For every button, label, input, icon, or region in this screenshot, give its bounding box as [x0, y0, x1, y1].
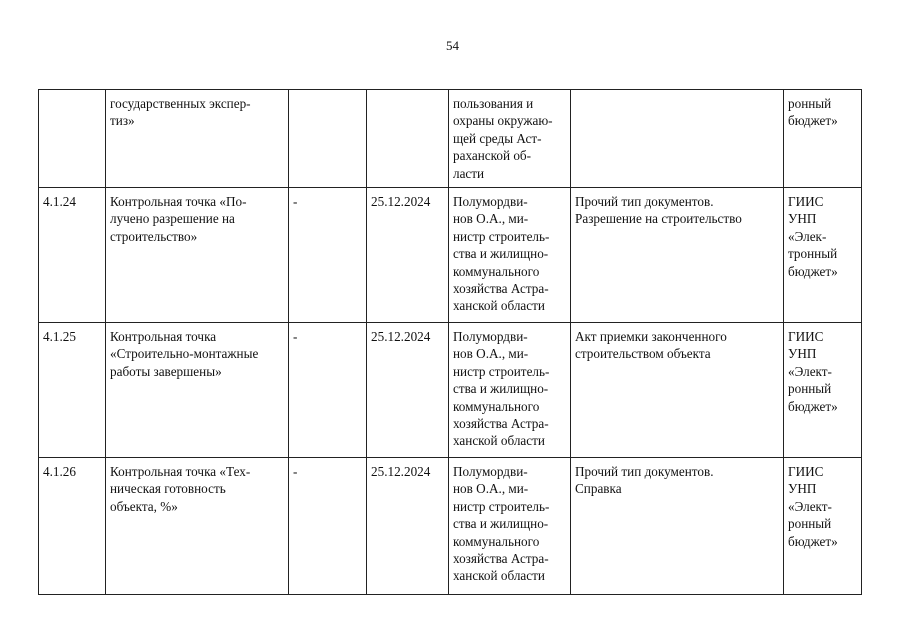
cell-responsible: Полумордви- нов О.А., ми- нистр строитель- ства и жилищно- коммунального хозяйства Астра- ханской области [449, 188, 571, 323]
cell-responsible: Полумордви- нов О.А., ми- нистр строитель- ства и жилищно- коммунального хозяйства Астра- ханской области [449, 323, 571, 458]
cell-end-date: 25.12.2024 [367, 458, 449, 595]
cell-start-date: - [289, 458, 367, 595]
cell-system: ронный бюджет» [784, 90, 862, 188]
activities-table [38, 89, 862, 595]
cell-responsible: Полумордви- нов О.А., ми- нистр строитель- ства и жилищно- коммунального хозяйства Астра- ханской области [449, 458, 571, 595]
cell-number: 4.1.26 [39, 458, 106, 595]
table-row [39, 458, 862, 595]
cell-system: ГИИС УНП «Элект- ронный бюджет» [784, 323, 862, 458]
table-row [39, 90, 862, 188]
cell-document [571, 90, 784, 188]
cell-number: 4.1.24 [39, 188, 106, 323]
cell-system: ГИИС УНП «Элек- тронный бюджет» [784, 188, 862, 323]
cell-document: Прочий тип документов. Разрешение на строительство [571, 188, 784, 323]
page-number: 54 [446, 38, 459, 53]
cell-document: Акт приемки законченного строительством объекта [571, 323, 784, 458]
cell-name: Контрольная точка «По- лучено разрешение на строительство» [106, 188, 289, 323]
cell-start-date [289, 90, 367, 188]
cell-name: государственных экспер- тиз» [106, 90, 289, 188]
cell-number: 4.1.25 [39, 323, 106, 458]
cell-start-date: - [289, 323, 367, 458]
cell-end-date [367, 90, 449, 188]
table-row [39, 323, 862, 458]
cell-number [39, 90, 106, 188]
cell-start-date: - [289, 188, 367, 323]
cell-end-date: 25.12.2024 [367, 323, 449, 458]
cell-system: ГИИС УНП «Элект- ронный бюджет» [784, 458, 862, 595]
table-row [39, 188, 862, 323]
cell-name: Контрольная точка «Строительно-монтажные работы завершены» [106, 323, 289, 458]
cell-name: Контрольная точка «Тех- ническая готовность объекта, %» [106, 458, 289, 595]
cell-document: Прочий тип документов. Справка [571, 458, 784, 595]
cell-end-date: 25.12.2024 [367, 188, 449, 323]
cell-responsible: пользования и охраны окружаю- щей среды Аст- раханской об- ласти [449, 90, 571, 188]
